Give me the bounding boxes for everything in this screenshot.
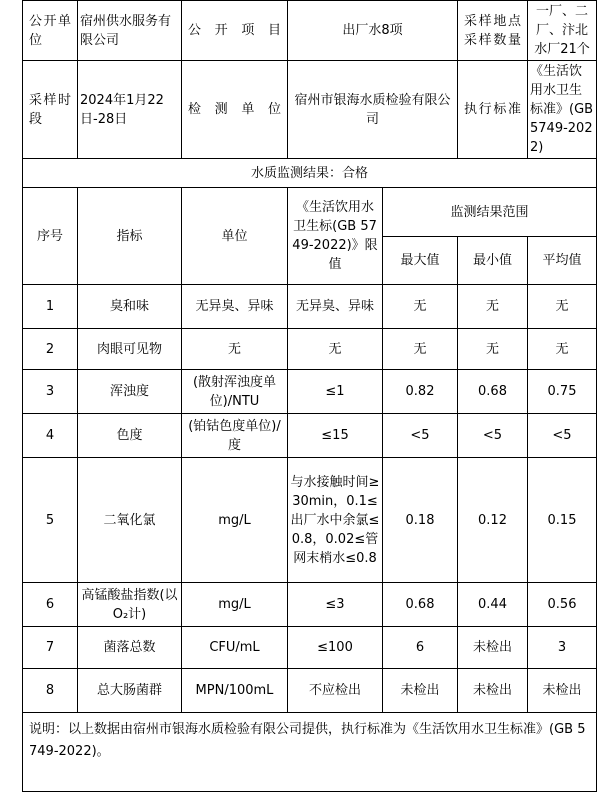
row-no: 8: [23, 669, 78, 713]
row-limit: 与水接触时间≥30min，0.1≤出厂水中余氯≤0.8，0.02≤管网末梢水≤0.8: [288, 458, 383, 583]
publish-unit-value: 宿州供水服务有限公司: [78, 1, 182, 61]
row-unit: MPN/100mL: [182, 669, 288, 713]
row-max: 0.82: [383, 370, 458, 414]
row-indicator: 菌落总数: [78, 627, 182, 669]
row-min: 未检出: [458, 627, 528, 669]
note-row: [23, 713, 597, 792]
row-unit: 无: [182, 329, 288, 370]
row-max: 未检出: [383, 669, 458, 713]
sampling-period-value: 2024年1月22日-28日: [78, 61, 182, 159]
row-max: 无: [383, 285, 458, 329]
row-min: 0.44: [458, 583, 528, 627]
table-row: [23, 329, 597, 370]
row-limit: ≤100: [288, 627, 383, 669]
row-avg: 0.15: [528, 458, 597, 583]
sampling-period-label: 采样时段: [23, 61, 78, 159]
row-indicator: 臭和味: [78, 285, 182, 329]
header-unit: 单位: [182, 188, 288, 285]
header-min: 最小值: [458, 237, 528, 285]
row-avg: 无: [528, 285, 597, 329]
row-unit: 无异臭、异味: [182, 285, 288, 329]
row-indicator: 总大肠菌群: [78, 669, 182, 713]
info-row-1: [23, 1, 597, 61]
header-limit: 《生活饮用水卫生标(GB 5749-2022)》限值: [288, 188, 383, 285]
header-row-1: [23, 188, 597, 237]
header-range: 监测结果范围: [383, 188, 597, 237]
header-no: 序号: [23, 188, 78, 285]
header-max: 最大值: [383, 237, 458, 285]
sampling-site-value: 一厂、二厂、汴北水厂21个: [528, 1, 597, 61]
row-no: 4: [23, 414, 78, 458]
row-avg: 3: [528, 627, 597, 669]
row-indicator: 浑浊度: [78, 370, 182, 414]
row-indicator: 高锰酸盐指数(以O₂计): [78, 583, 182, 627]
row-avg: 未检出: [528, 669, 597, 713]
sampling-site-label: 采样地点采样数量: [458, 1, 528, 61]
row-min: <5: [458, 414, 528, 458]
info-row-2: [23, 61, 597, 159]
header-indicator: 指标: [78, 188, 182, 285]
row-unit: (散射浑浊度单位)/NTU: [182, 370, 288, 414]
row-max: 0.68: [383, 583, 458, 627]
header-avg: 平均值: [528, 237, 597, 285]
row-limit: ≤15: [288, 414, 383, 458]
note-text: 说明：以上数据由宿州市银海水质检验有限公司提供，执行标准为《生活饮用水卫生标准》(GB 5749-2022)。: [23, 713, 597, 792]
table-row: [23, 627, 597, 669]
row-min: 无: [458, 329, 528, 370]
row-unit: mg/L: [182, 583, 288, 627]
standard-label: 执行标准: [458, 61, 528, 159]
row-avg: 0.75: [528, 370, 597, 414]
row-unit: (铂钴色度单位)/度: [182, 414, 288, 458]
row-avg: 0.56: [528, 583, 597, 627]
publish-unit-label: 公开单位: [23, 1, 78, 61]
row-limit: 不应检出: [288, 669, 383, 713]
standard-value: 《生活饮用水卫生标准》(GB 5749-2022): [528, 61, 597, 159]
row-indicator: 肉眼可见物: [78, 329, 182, 370]
table-row: [23, 669, 597, 713]
row-min: 无: [458, 285, 528, 329]
row-avg: 无: [528, 329, 597, 370]
row-unit: CFU/mL: [182, 627, 288, 669]
row-min: 未检出: [458, 669, 528, 713]
table-row: [23, 458, 597, 583]
result-title: 水质监测结果：合格: [23, 159, 597, 188]
water-quality-table: [22, 0, 597, 792]
row-no: 2: [23, 329, 78, 370]
row-limit: 无异臭、异味: [288, 285, 383, 329]
row-max: 6: [383, 627, 458, 669]
publish-item-label: 公开项目: [182, 1, 288, 61]
result-title-row: [23, 159, 597, 188]
table-row: [23, 285, 597, 329]
row-indicator: 二氧化氯: [78, 458, 182, 583]
publish-item-value: 出厂水8项: [288, 1, 458, 61]
row-max: 无: [383, 329, 458, 370]
row-min: 0.68: [458, 370, 528, 414]
table-row: [23, 370, 597, 414]
row-limit: ≤3: [288, 583, 383, 627]
row-max: <5: [383, 414, 458, 458]
row-max: 0.18: [383, 458, 458, 583]
row-no: 6: [23, 583, 78, 627]
row-limit: 无: [288, 329, 383, 370]
table-row: [23, 414, 597, 458]
testing-unit-label: 检测单位: [182, 61, 288, 159]
testing-unit-value: 宿州市银海水质检验有限公司: [288, 61, 458, 159]
row-no: 7: [23, 627, 78, 669]
row-min: 0.12: [458, 458, 528, 583]
row-indicator: 色度: [78, 414, 182, 458]
row-limit: ≤1: [288, 370, 383, 414]
row-no: 1: [23, 285, 78, 329]
row-unit: mg/L: [182, 458, 288, 583]
row-no: 3: [23, 370, 78, 414]
row-avg: <5: [528, 414, 597, 458]
table-row: [23, 583, 597, 627]
row-no: 5: [23, 458, 78, 583]
